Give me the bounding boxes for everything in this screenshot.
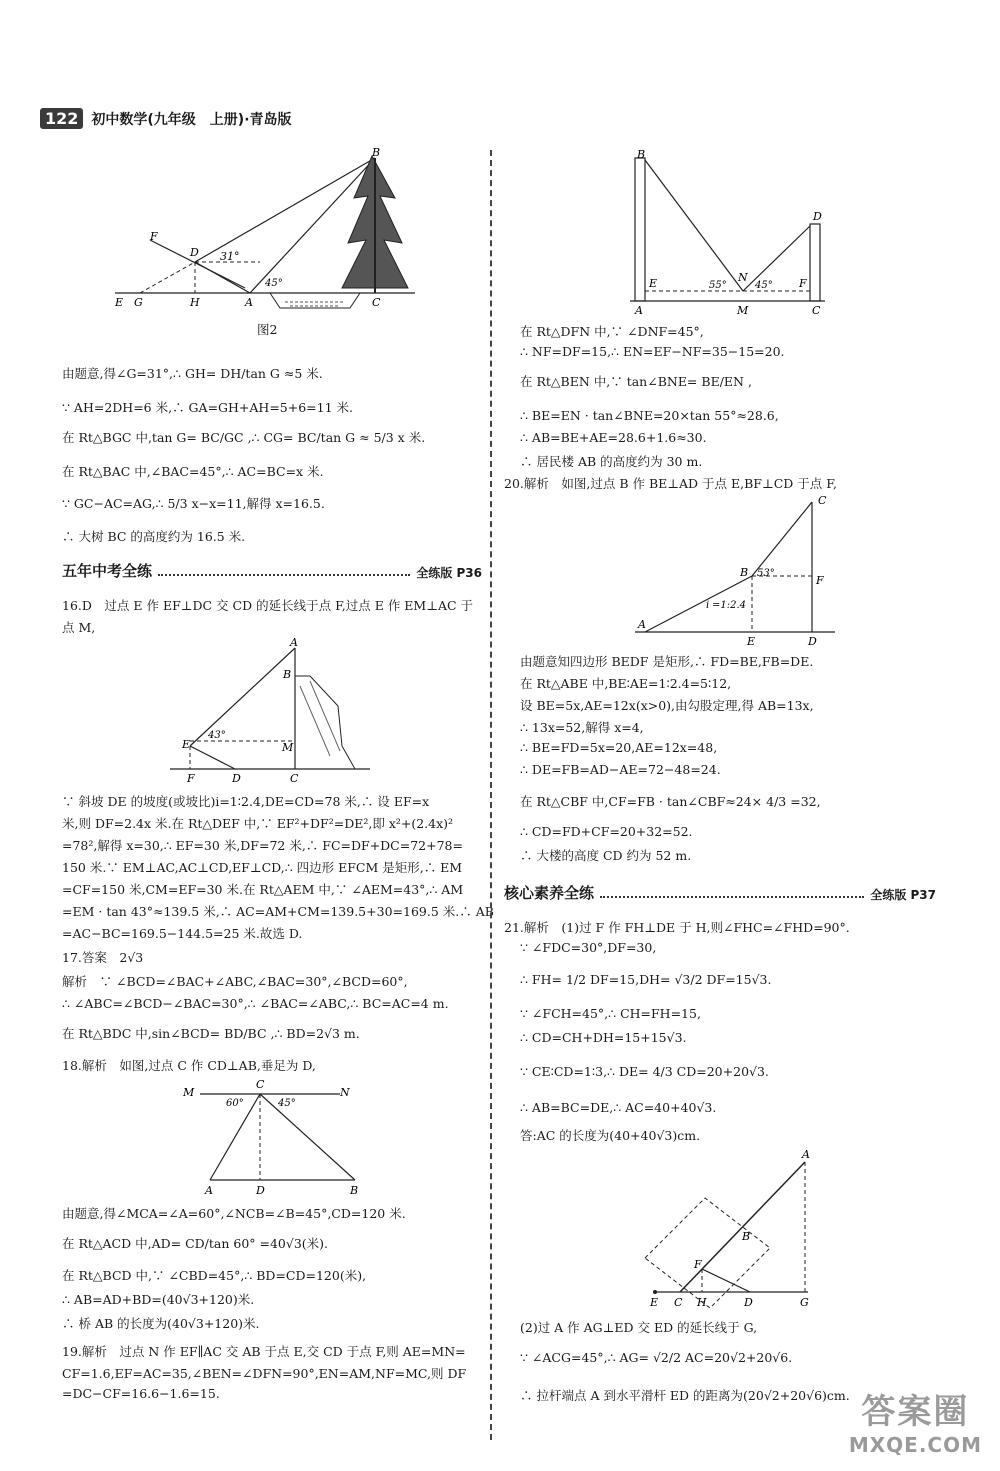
q21-line: ∴ AB=BC=DE,∴ AC=40+40√3. — [520, 1100, 717, 1115]
svg-text:E: E — [650, 1296, 659, 1309]
q20-line: ∴ CD=FD+CF=20+32=52. — [520, 824, 693, 839]
svg-text:i: i — [706, 600, 710, 611]
svg-text:M: M — [737, 304, 749, 317]
svg-text:G: G — [134, 296, 143, 309]
svg-text:D: D — [808, 635, 817, 648]
figure-2-caption: 图2 — [257, 322, 278, 337]
q16-solution-line: 米,则 DF=2.4x 米.在 Rt△DEF 中,∵ EF²+DF²=DE²,即 x²+(2.4x)² — [62, 816, 454, 831]
svg-text:M: M — [183, 1086, 195, 1099]
dotted-leader — [600, 896, 864, 898]
q17-line: 17.答案 2√3 — [62, 950, 144, 965]
q18-line: 在 Rt△ACD 中,AD= CD/tan 60° =40√3(米). — [62, 1236, 329, 1251]
svg-text:B: B — [742, 1230, 751, 1243]
svg-text:F: F — [816, 574, 824, 587]
svg-text:F: F — [187, 772, 195, 785]
q16-line: 点 M, — [62, 620, 96, 635]
figure-q16 — [170, 636, 380, 786]
svg-text:55°: 55° — [709, 280, 727, 291]
svg-text:45°: 45° — [265, 278, 283, 289]
svg-text:A: A — [245, 296, 253, 309]
q21-line: ∵ CE∶CD=1∶3,∴ DE= 4/3 CD=20+20√3. — [520, 1064, 769, 1079]
q16-solution-line: =AC−BC=169.5−144.5=25 米.故选 D. — [62, 926, 303, 941]
figure-q19 — [625, 148, 830, 318]
q20-intro: 20.解析 如图,过点 B 作 BE⊥AD 于点 E,BF⊥CD 于点 F, — [504, 476, 837, 491]
q20-line: 在 Rt△CBF 中,CF=FB · tan∠CBF≈24× 4/3 =32, — [520, 794, 821, 809]
svg-text:D: D — [813, 210, 822, 223]
q20-line: ∴ 13x=52,解得 x=4, — [520, 720, 644, 735]
svg-text:45°: 45° — [278, 1098, 296, 1109]
svg-text:45°: 45° — [755, 280, 773, 291]
q21-part2-line: (2)过 A 作 AG⊥ED 交 ED 的延长线于 G, — [520, 1320, 758, 1335]
svg-text:D: D — [744, 1296, 753, 1309]
right-q19-line: ∴ NF=DF=15,∴ EN=EF−NF=35−15=20. — [520, 344, 785, 359]
q21-line: ∵ ∠FDC=30°,DF=30, — [520, 940, 657, 955]
svg-text:H: H — [697, 1296, 707, 1309]
section-ref: 全练版 P36 — [416, 566, 482, 580]
section-title: 五年中考全练 — [62, 562, 153, 580]
svg-text:N: N — [340, 1086, 350, 1099]
svg-text:31°: 31° — [220, 250, 240, 263]
svg-text:F: F — [799, 277, 807, 290]
section-core-literacy — [504, 882, 936, 903]
section-ref: 全练版 P37 — [870, 888, 936, 902]
q18-line: ∴ 桥 AB 的长度为(40√3+120)米. — [62, 1316, 260, 1331]
solution-line: ∵ GC−AC=AG,∴ 5/3 x−x=11,解得 x=16.5. — [62, 496, 325, 511]
svg-text:E: E — [115, 296, 124, 309]
q20-line: 在 Rt△ABE 中,BE∶AE=1∶2.4=5∶12, — [520, 676, 732, 691]
q17-line: 在 Rt△BDC 中,sin∠BCD= BD/BC ,∴ BD=2√3 m. — [62, 1026, 360, 1041]
q16-line: 16.D 过点 E 作 EF⊥DC 交 CD 的延长线于点 F,过点 E 作 EM⊥AC 于 — [62, 598, 474, 613]
q19-line: =DC−CF=16.6−1.6=15. — [62, 1386, 220, 1401]
svg-text:C: C — [290, 772, 299, 785]
svg-text:B: B — [283, 668, 292, 681]
q21-line: 答:AC 的长度为(40+40√3)cm. — [520, 1128, 701, 1143]
dotted-leader — [158, 574, 410, 576]
svg-text:F: F — [150, 230, 158, 243]
q20-line: 设 BE=5x,AE=12x(x>0),由勾股定理,得 AB=13x, — [520, 698, 814, 713]
figure-q21 — [640, 1148, 820, 1313]
svg-text:N: N — [738, 271, 748, 284]
q17-line: 解析 ∵ ∠BCD=∠BAC+∠ABC,∠BAC=30°,∠BCD=60°, — [62, 974, 408, 989]
watermark-url: MXQE.COM — [848, 1433, 982, 1457]
page-header — [40, 108, 292, 129]
svg-text:E: E — [649, 277, 658, 290]
svg-text:B: B — [350, 1184, 359, 1197]
svg-text:A: A — [635, 304, 643, 317]
svg-text:H: H — [190, 296, 200, 309]
q21-part2-line: ∵ ∠ACG=45°,∴ AG= √2/2 AC=20√2+20√6. — [520, 1350, 793, 1365]
svg-text:E: E — [747, 635, 756, 648]
solution-line: 在 Rt△BAC 中,∠BAC=45°,∴ AC=BC=x 米. — [62, 464, 324, 479]
solution-line: ∵ AH=2DH=6 米,∴ GA=GH+AH=5+6=11 米. — [62, 400, 354, 415]
figure-q20 — [630, 492, 840, 652]
svg-text:D: D — [256, 1184, 265, 1197]
svg-text:B: B — [637, 148, 646, 161]
q16-solution-line: =CF=150 米,CM=EF=30 米.在 Rt△AEM 中,∵ ∠AEM=43°,∴ AM — [62, 882, 464, 897]
figure-2-tree — [110, 148, 420, 318]
page-number: 122 — [40, 108, 83, 129]
section-five-year-exam — [62, 560, 482, 581]
watermark-text: 答案圈 — [861, 1392, 970, 1432]
solution-line: 在 Rt△BGC 中,tan G= BC/GC ,∴ CG= BC/tan G ≈ 5/3 x 米. — [62, 430, 426, 445]
book-title: 初中数学(九年级 上册)·青岛版 — [91, 111, 292, 128]
q21-part2-line: ∴ 拉杆端点 A 到水平滑杆 ED 的距离为(20√2+20√6)cm. — [520, 1388, 850, 1403]
q16-solution-line: 150 米.∵ EM⊥AC,AC⊥CD,EF⊥CD,∴ 四边形 EFCM 是矩形,∴ EM — [62, 860, 463, 875]
q21-line: ∵ ∠FCH=45°,∴ CH=FH=15, — [520, 1006, 701, 1021]
svg-text:43°: 43° — [208, 730, 226, 741]
q19-line: 19.解析 过点 N 作 EF∥AC 交 AB 于点 E,交 CD 于点 F,则 AE=MN= — [62, 1344, 466, 1359]
svg-text:A: A — [205, 1184, 213, 1197]
svg-text:D: D — [190, 246, 199, 259]
q18-line: 在 Rt△BCD 中,∵ ∠CBD=45°,∴ BD=CD=120(米), — [62, 1268, 367, 1283]
watermark-logo — [849, 1384, 982, 1457]
svg-text:53°: 53° — [757, 568, 775, 579]
svg-text:C: C — [372, 296, 381, 309]
q20-line: ∴ DE=FB=AD−AE=72−48=24. — [520, 762, 721, 777]
q18-line: 由题意,得∠MCA=∠A=60°,∠NCB=∠B=45°,CD=120 米. — [62, 1206, 406, 1221]
svg-text:G: G — [800, 1296, 809, 1309]
q19-line: CF=1.6,EF=AC=35,∠BEN=∠DFN=90°,EN=AM,NF=MC,则 DF — [62, 1366, 467, 1381]
solution-line: ∴ 大树 BC 的高度约为 16.5 米. — [62, 529, 246, 544]
svg-text:C: C — [256, 1078, 265, 1091]
svg-text:D: D — [232, 772, 241, 785]
q16-solution-line: ∵ 斜坡 DE 的坡度(或坡比)i=1∶2.4,DE=CD=78 米,∴ 设 EF=x — [62, 794, 430, 809]
q21-line: ∴ CD=CH+DH=15+15√3. — [520, 1030, 687, 1045]
right-q19-line: 在 Rt△DFN 中,∵ ∠DNF=45°, — [520, 324, 704, 339]
column-divider — [490, 150, 492, 1440]
q20-line: 由题意知四边形 BEDF 是矩形,∴ FD=BE,FB=DE. — [520, 654, 814, 669]
svg-text:=1:2.4: =1:2.4 — [712, 600, 747, 611]
svg-text:60°: 60° — [226, 1098, 244, 1109]
q20-line: ∴ 大楼的高度 CD 约为 52 m. — [520, 848, 692, 863]
q18-intro: 18.解析 如图,过点 C 作 CD⊥AB,垂足为 D, — [62, 1058, 316, 1073]
svg-text:F: F — [694, 1258, 702, 1271]
svg-text:E: E — [182, 738, 191, 751]
solution-line: 由题意,得∠G=31°,∴ GH= DH/tan G ≈5 米. — [62, 366, 323, 381]
q16-solution-line: =78²,解得 x=30,∴ EF=30 米,DF=72 米,∴ FC=DF+DC=72+78= — [62, 838, 463, 853]
right-q19-line: ∴ AB=BE+AE=28.6+1.6≈30. — [520, 430, 707, 445]
q16-solution-line: =EM · tan 43°≈139.5 米,∴ AC=AM+CM=139.5+30=169.5 米.∴ AB — [62, 904, 494, 919]
right-q19-line: ∴ BE=EN · tan∠BNE=20×tan 55°≈28.6, — [520, 408, 779, 423]
q21-line: 21.解析 (1)过 F 作 FH⊥DE 于 H,则∠FHC=∠FHD=90°. — [504, 920, 850, 935]
svg-text:C: C — [812, 304, 821, 317]
svg-text:C: C — [818, 494, 827, 507]
section-title: 核心素养全练 — [504, 884, 595, 902]
svg-text:B: B — [740, 566, 749, 579]
svg-text:A: A — [802, 1148, 810, 1161]
svg-text:M: M — [282, 741, 294, 754]
svg-text:C: C — [674, 1296, 683, 1309]
right-q19-line: ∴ 居民楼 AB 的高度约为 30 m. — [520, 454, 703, 469]
figure-q18 — [180, 1076, 360, 1198]
q17-line: ∴ ∠ABC=∠BCD−∠BAC=30°,∴ ∠BAC=∠ABC,∴ BC=AC=4 m. — [62, 996, 449, 1011]
svg-text:B: B — [372, 148, 381, 159]
q20-line: ∴ BE=FD=5x=20,AE=12x=48, — [520, 740, 718, 755]
svg-text:A: A — [290, 636, 298, 649]
svg-text:A: A — [638, 618, 646, 631]
right-q19-line: 在 Rt△BEN 中,∵ tan∠BNE= BE/EN , — [520, 374, 752, 389]
q18-line: ∴ AB=AD+BD=(40√3+120)米. — [62, 1292, 255, 1307]
q21-line: ∴ FH= 1/2 DF=15,DH= √3/2 DF=15√3. — [520, 972, 772, 987]
